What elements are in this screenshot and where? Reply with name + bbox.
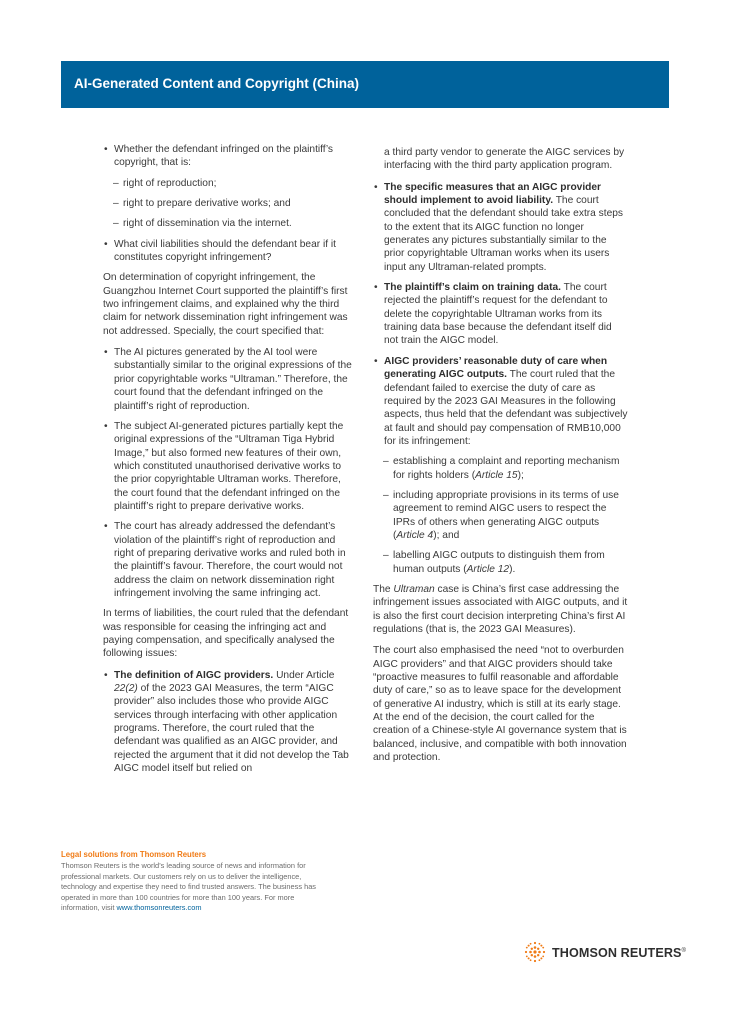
text: labelling AIGC outputs to distinguish them from human outputs ( [393, 550, 605, 575]
registered-mark: ® [681, 947, 687, 954]
text: of the 2023 GAI Measures, the term “AIGC provider” also includes those who provide AIGC services through interfacing with other application programs. Therefore, the court ruled that the defendant was qualified as an AIGC provider, and rejected the argument that it did not develop the Tab AIGC model itself but relied on [114, 683, 349, 775]
paragraph: In terms of liabilities, the court ruled that the defendant was responsible for ceasing the infringing act and paying compensation, and specifically analysed the following issues: [103, 608, 349, 660]
liability-list-continued [373, 181, 628, 576]
text: Thomson Reuters is the world’s leading source of news and information for professional markets. Our customers rely on us to deliver the intelligence, technology and expertise they need to find trusted answers. The business has operated in more than 100 countries for more than 100 years. For more information, visit [61, 861, 316, 913]
article-ref: 22(2) [114, 683, 138, 695]
paragraph: The court also emphasised the need “not to overburden AIGC providers” and that AIGC providers should take “proactive measures to fulfil reasonable and affordable duty of care,” so as to leave space for the development of generative AI industry, which is still at its early stage. At the end of the decision, the court called for the creation of a Chinese-style AI governance system that is balanced, inclusive, and compatible with both innovation and protection. [373, 645, 627, 764]
thomson-reuters-logo [523, 940, 687, 964]
paragraph: a third party vendor to generate the AIGC services by interfacing with the third party application program. [384, 147, 625, 172]
text: establishing a complaint and reporting mechanism for rights holders ( [393, 456, 620, 481]
list-item [103, 143, 356, 231]
article-ref: Article 4 [396, 529, 434, 541]
text: ). [509, 563, 516, 575]
list-item: – right to prepare derivative works; and [103, 197, 356, 210]
list-item [373, 489, 628, 542]
paragraph [373, 583, 628, 636]
text: Under Article [273, 669, 335, 681]
text: The court concluded that the defendant should take extra steps to the extent that its AIGC function no longer generates any pictures substantially similar to the prior copyrightable Ultraman works when its users input any Ultraman-related prompts. [384, 195, 624, 273]
case-name: Ultraman [393, 583, 435, 595]
bold-lead: AIGC providers’ reasonable duty of care when generating AIGC outputs. [384, 355, 608, 381]
footer-title: Legal solutions from Thomson Reuters [61, 850, 207, 859]
liability-list [103, 669, 356, 776]
list-item [373, 549, 628, 576]
left-column [103, 143, 356, 782]
list-item [373, 281, 628, 348]
list-item [103, 669, 356, 776]
article-ref: Article 12 [466, 563, 510, 575]
website-link[interactable]: www.thomsonreuters.com [116, 903, 202, 913]
text: including appropriate provisions in its terms of use agreement to remind AIGC users to respect the IPRs of others when generating AIGC outputs ( [393, 489, 619, 541]
text: THOMSON REUTERS [552, 946, 682, 960]
bullet-text: Whether the defendant infringed on the plaintiff’s copyright, that is: [114, 144, 333, 169]
list-item: • The court has already addressed the defendant’s violation of the plaintiff’s right of reproduction and right of preparing derivative works and ruled both in the plaintiff’s favour. Therefore, the court would not address the claim on network dissemination right infringement involving the same infringing act. [103, 520, 356, 600]
page-title: AI-Generated Content and Copyright (China) [74, 76, 359, 91]
paragraph: On determination of copyright infringement, the Guangzhou Internet Court supported the plaintiff’s first two infringement claims, and explained why the third claim for network dissemination right infringement was not addressed. Specially, the court specified that: [103, 272, 348, 337]
thomson-reuters-dots-icon [523, 940, 547, 964]
list-item: • The subject AI-generated pictures partially kept the original expressions of the “Ultraman Tiga Hybrid Image,” but also formed new features of their own, which constituted unauthorised derivative works to the prior copyrightable Ultraman works. Therefore, the court found that the defendant infringed on the plaintiff’s right to prepare derivative works. [103, 420, 356, 513]
bold-lead: The plaintiff’s claim on training data. [384, 282, 561, 294]
article-ref: Article 15 [475, 469, 518, 481]
text: The [373, 583, 394, 595]
list-item: • What civil liabilities should the defendant bear if it constitutes copyright infringement? [103, 238, 356, 265]
list-item [373, 181, 628, 274]
bold-lead: The definition of AIGC providers. [114, 669, 274, 681]
rights-sublist [103, 177, 356, 231]
text: The court ruled that the defendant failed to exercise the duty of care as required by the 2023 GAI Measures in the following aspects, thus held that the defendant was subjectively at fault and should pay compensation of RMB10,000 for its infringement: [384, 369, 628, 447]
list-item [373, 455, 628, 482]
findings-list [103, 346, 356, 600]
text: ); and [433, 529, 460, 541]
header-bar [61, 61, 669, 108]
list-item: – right of dissemination via the internet. [103, 217, 356, 230]
list-item [373, 355, 628, 576]
text: case is China’s first case addressing the infringement issues associated with AIGC outputs, and it is also the first court decision interpreting China’s first AI regulations (that is, the 2023 GAI Measures). [373, 583, 628, 635]
text: ); [517, 469, 524, 481]
text: The court rejected the plaintiff’s request for the defendant to delete the copyrightable Ultraman works from its training data base because the defendant itself did not train the AIGC model. [384, 282, 612, 347]
list-item: – right of reproduction; [103, 177, 356, 190]
duty-sublist [373, 455, 628, 576]
issues-list [103, 143, 356, 264]
list-item: • The AI pictures generated by the AI tool were substantially similar to the original expressions of the prior copyrightable works “Ultraman.” Therefore, the court found that the defendant infringed on the plaintiff’s right of reproduction. [103, 346, 356, 413]
footer [61, 850, 321, 913]
right-column [373, 146, 628, 772]
bold-lead: The specific measures that an AIGC provider should implement to avoid liability. [384, 181, 602, 207]
logo-wordmark [552, 946, 686, 960]
footer-text [61, 861, 321, 913]
